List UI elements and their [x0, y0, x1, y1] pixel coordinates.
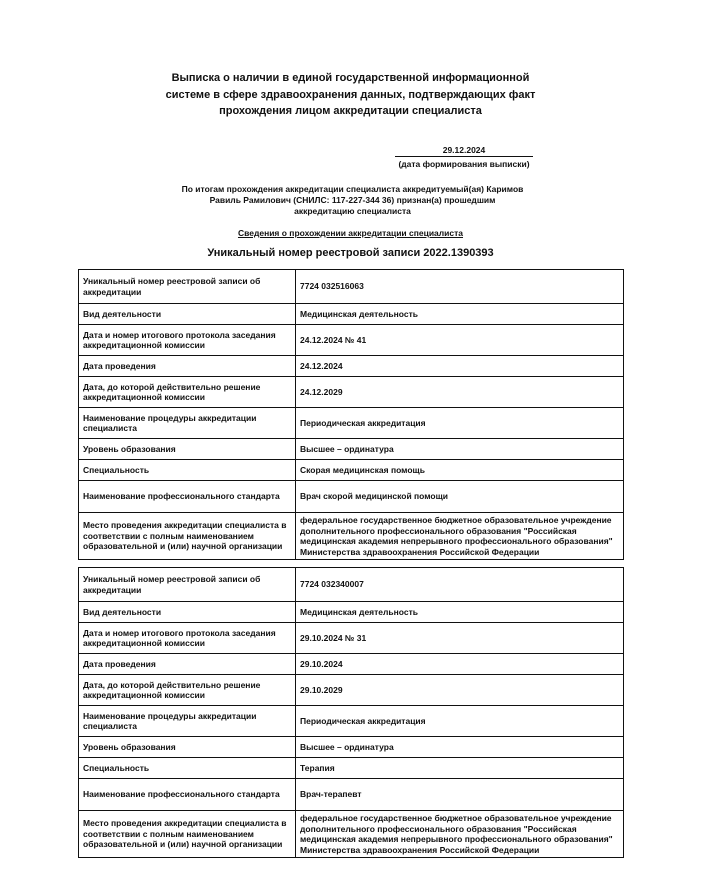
field-label: Вид деятельности: [79, 602, 296, 623]
field-value: 24.12.2029: [296, 377, 624, 408]
field-value: 7724 032340007: [296, 568, 624, 602]
registry-title: Уникальный номер реестровой записи 2022.1390393: [207, 247, 494, 259]
issue-date-block: [395, 145, 533, 169]
field-label: Уникальный номер реестровой записи об аккредитации: [79, 568, 296, 602]
accreditation-table-2: [78, 567, 624, 858]
table-row: [79, 460, 624, 481]
field-value: федеральное государственное бюджетное образовательное учреждение дополнительного профессионального образования "Российская медицинская академия непрерывного профессионального образования" Министерства здравоохранения Российской Федерации: [296, 513, 624, 560]
table-row: [79, 623, 624, 654]
field-value: Высшее – ординатура: [296, 439, 624, 460]
field-label: Специальность: [79, 460, 296, 481]
title-line: Выписка о наличии в единой государственной информационной: [171, 72, 530, 84]
table-row: [79, 270, 624, 304]
field-value: Медицинская деятельность: [296, 602, 624, 623]
table-row: [79, 737, 624, 758]
field-label: Уровень образования: [79, 439, 296, 460]
field-value: Врач-терапевт: [296, 779, 624, 811]
field-value: Скорая медицинская помощь: [296, 460, 624, 481]
intro-text: По итогам прохождения аккредитации специалиста аккредитуемый(ая) Каримов Равиль Рамилович (СНИЛС: 117-227-344 36) признан(а) прошедшим аккредитацию специалиста: [181, 184, 524, 216]
table-row: [79, 811, 624, 858]
field-label: Наименование процедуры аккредитации специалиста: [79, 408, 296, 439]
field-label: Дата проведения: [79, 356, 296, 377]
field-label: Вид деятельности: [79, 304, 296, 325]
field-label: Дата, до которой действительно решение аккредитационной комиссии: [79, 675, 296, 706]
field-value: Высшее – ординатура: [296, 737, 624, 758]
field-label: Дата проведения: [79, 654, 296, 675]
table-row: [79, 408, 624, 439]
table-row: [79, 568, 624, 602]
field-label: Дата и номер итогового протокола заседания аккредитационной комиссии: [79, 623, 296, 654]
field-label: Место проведения аккредитации специалиста в соответствии с полным наименованием образовательной и (или) научной организации: [79, 513, 296, 560]
field-value: Терапия: [296, 758, 624, 779]
issue-date: 29.12.2024: [395, 145, 533, 157]
table-row: [79, 706, 624, 737]
table-row: [79, 654, 624, 675]
field-label: Наименование процедуры аккредитации специалиста: [79, 706, 296, 737]
field-value: 29.10.2029: [296, 675, 624, 706]
field-label: Дата и номер итогового протокола заседания аккредитационной комиссии: [79, 325, 296, 356]
field-label: Наименование профессионального стандарта: [79, 481, 296, 513]
field-label: Дата, до которой действительно решение аккредитационной комиссии: [79, 377, 296, 408]
title-line: системе в сфере здравоохранения данных, подтверждающих факт: [165, 88, 536, 101]
field-value: 7724 032516063: [296, 270, 624, 304]
table-row: [79, 779, 624, 811]
title-line: прохождения лицом аккредитации специалиста: [219, 105, 482, 117]
table-row: [79, 481, 624, 513]
table-row: [79, 304, 624, 325]
table-row: [79, 675, 624, 706]
field-label: Уровень образования: [79, 737, 296, 758]
field-value: Периодическая аккредитация: [296, 706, 624, 737]
field-label: Место проведения аккредитации специалиста в соответствии с полным наименованием образовательной и (или) научной организации: [79, 811, 296, 858]
issue-date-caption: (дата формирования выписки): [398, 159, 530, 169]
field-value: федеральное государственное бюджетное образовательное учреждение дополнительного профессионального образования "Российская медицинская академия непрерывного профессионального образования" Министерства здравоохранения Российской Федерации: [296, 811, 624, 858]
table-row: [79, 602, 624, 623]
field-label: Специальность: [79, 758, 296, 779]
table-row: [79, 439, 624, 460]
field-label: Наименование профессионального стандарта: [79, 779, 296, 811]
table-row: [79, 377, 624, 408]
section-title: Сведения о прохождении аккредитации специалиста: [237, 228, 464, 238]
field-label: Уникальный номер реестровой записи об аккредитации: [79, 270, 296, 304]
table-row: [79, 513, 624, 560]
field-value: 24.12.2024: [296, 356, 624, 377]
field-value: 29.10.2024: [296, 654, 624, 675]
table-row: [79, 758, 624, 779]
field-value: 24.12.2024 № 41: [296, 325, 624, 356]
document-title: [0, 70, 701, 120]
accreditation-table-1: [78, 269, 624, 560]
field-value: Периодическая аккредитация: [296, 408, 624, 439]
field-value: Медицинская деятельность: [296, 304, 624, 325]
table-row: [79, 356, 624, 377]
field-value: 29.10.2024 № 31: [296, 623, 624, 654]
field-value: Врач скорой медицинской помощи: [296, 481, 624, 513]
table-row: [79, 325, 624, 356]
